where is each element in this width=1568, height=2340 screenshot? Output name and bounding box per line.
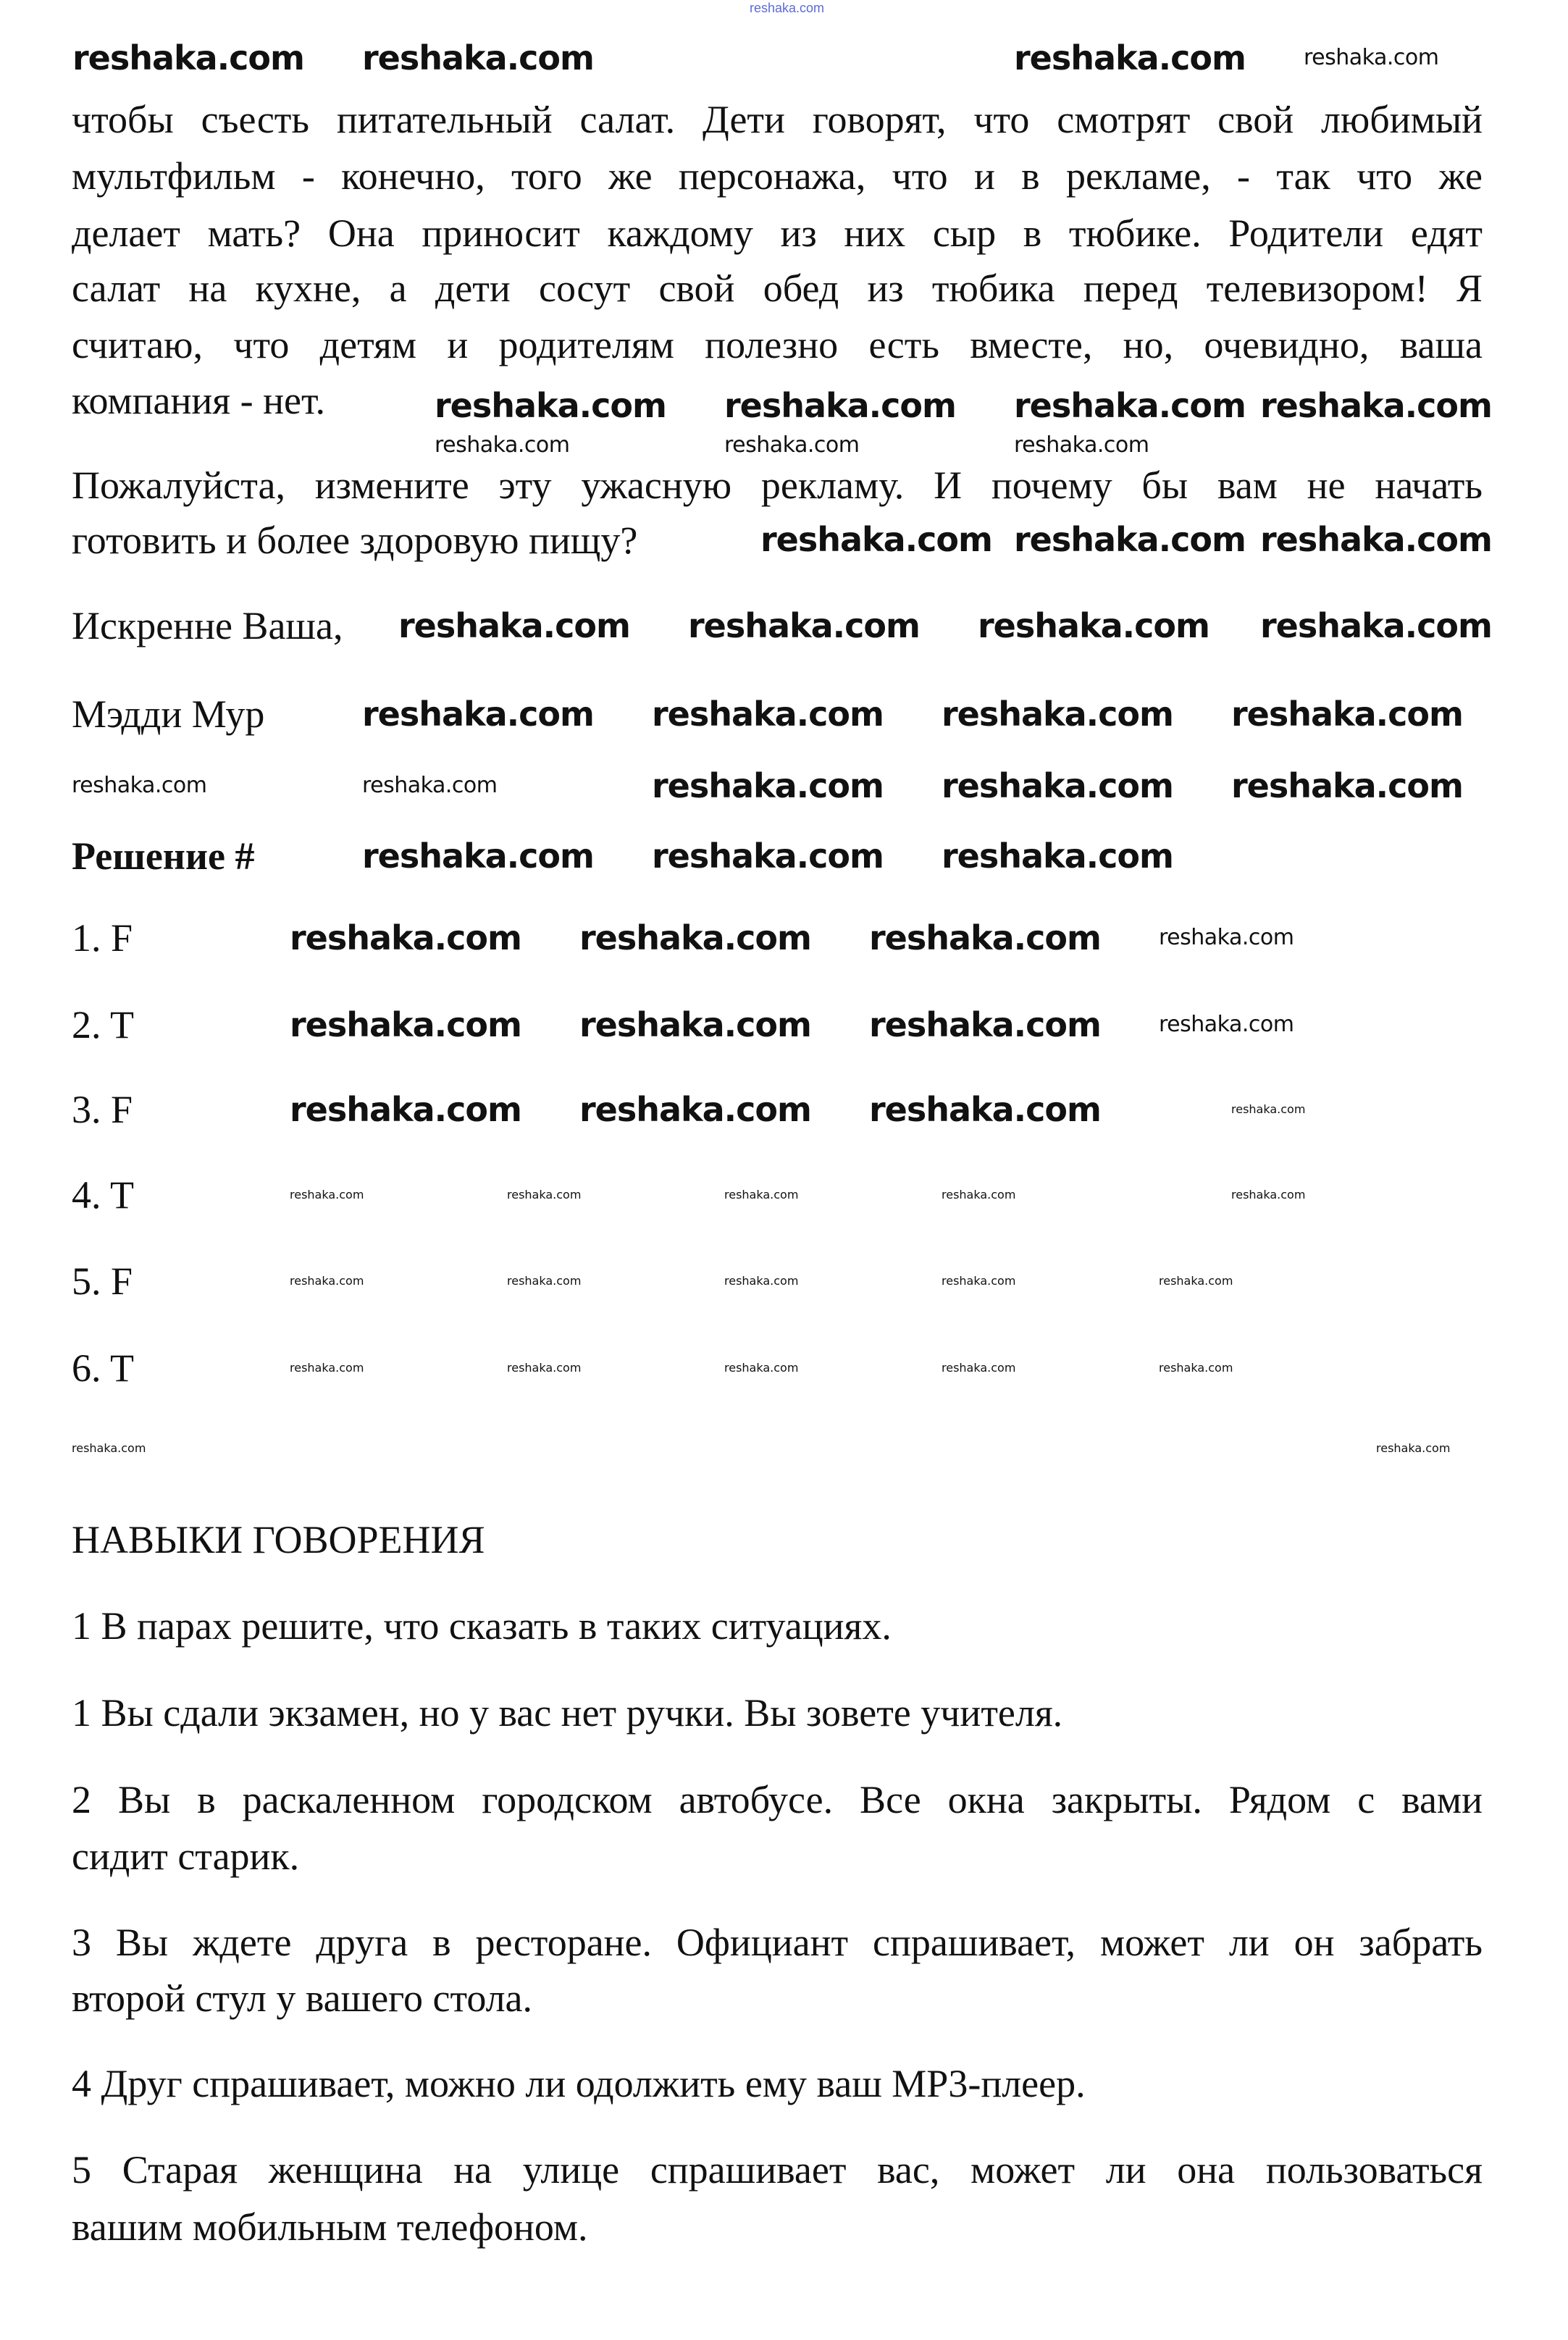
letter-line: мультфильм - конечно, того же персонажа, что и в рекламе, - так что же [72,154,1483,198]
watermark: reshaka.com [942,1361,1016,1375]
watermark: reshaka.com [1231,1188,1306,1202]
letter-signature: Мэдди Мур [72,692,265,736]
watermark: reshaka.com [1231,766,1463,805]
watermark: reshaka.com [579,918,811,957]
speaking-heading: НАВЫКИ ГОВОРЕНИЯ [72,1518,485,1561]
watermark: reshaka.com [942,695,1173,734]
watermark: reshaka.com [72,773,207,798]
watermark: reshaka.com [507,1188,582,1202]
speaking-task: 1 В парах решите, что сказать в таких ситуациях. [72,1604,892,1648]
watermark: reshaka.com [579,1005,811,1044]
watermark: reshaka.com [1376,1441,1451,1455]
solution-heading: Решение # [72,834,255,878]
watermark: reshaka.com [942,836,1173,876]
watermark: reshaka.com [290,1274,364,1288]
letter-line: Пожалуйста, измените эту ужасную рекламу. И почему бы вам не начать [72,464,1483,507]
watermark: reshaka.com [724,1188,799,1202]
watermark: reshaka.com [1159,1361,1233,1375]
situation-line: 4 Друг спрашивает, можно ли одолжить ему ваш MP3-плеер. [72,2062,1086,2105]
watermark: reshaka.com [942,1188,1016,1202]
watermark: reshaka.com [362,836,594,876]
watermark: reshaka.com [1260,606,1492,645]
watermark: reshaka.com [435,386,666,425]
watermark: reshaka.com [724,386,956,425]
watermark: reshaka.com [362,695,594,734]
watermark: reshaka.com [1014,432,1149,458]
watermark: reshaka.com [362,773,498,798]
letter-line: считаю, что детям и родителям полезно есть вместе, но, очевидно, ваша [72,323,1483,366]
watermark: reshaka.com [507,1274,582,1288]
watermark: reshaka.com [1014,38,1246,77]
watermark: reshaka.com [869,1090,1101,1129]
watermark: reshaka.com [1014,386,1246,425]
watermark: reshaka.com [1304,45,1439,70]
situation-line: 5 Старая женщина на улице спрашивает вас, может ли она пользоваться [72,2148,1483,2192]
watermark: reshaka.com [1260,520,1492,559]
watermark: reshaka.com [1014,520,1246,559]
letter-closing: Искренне Ваша, [72,604,343,647]
situation-line: сидит старик. [72,1834,300,1878]
watermark: reshaka.com [724,432,860,458]
situation-line: 1 Вы сдали экзамен, но у вас нет ручки. Вы зовете учителя. [72,1691,1063,1735]
watermark: reshaka.com [1159,1012,1294,1037]
watermark: reshaka.com [290,1188,364,1202]
watermark: reshaka.com [435,432,570,458]
situation-line: 2 Вы в раскаленном городском автобусе. Все окна закрыты. Рядом с вами [72,1778,1483,1821]
answer-item: 2. T [72,1003,135,1047]
watermark: reshaka.com [72,1441,146,1455]
letter-line: компания - нет. [72,379,326,422]
watermark: reshaka.com [652,836,884,876]
watermark: reshaka.com [978,606,1209,645]
watermark: reshaka.com [1231,695,1463,734]
letter-line: готовить и более здоровую пищу? [72,519,638,562]
watermark: reshaka.com [760,520,992,559]
watermark: reshaka.com [290,918,521,957]
watermark: reshaka.com [652,766,884,805]
watermark: reshaka.com [362,38,594,77]
situation-line: вашим мобильным телефоном. [72,2205,588,2249]
answer-item: 5. F [72,1259,133,1303]
answer-item: 1. F [72,916,133,960]
watermark: reshaka.com [724,1274,799,1288]
letter-line: делает мать? Она приносит каждому из них сыр в тюбике. Родители едят [72,211,1483,255]
watermark: reshaka.com [290,1090,521,1129]
answer-item: 3. F [72,1088,133,1131]
watermark: reshaka.com [688,606,920,645]
watermark: reshaka.com [507,1361,582,1375]
answer-item: 6. T [72,1346,135,1390]
answer-item: 4. T [72,1173,135,1217]
watermark: reshaka.com [869,918,1101,957]
watermark: reshaka.com [579,1090,811,1129]
watermark: reshaka.com [1159,1274,1233,1288]
watermark: reshaka.com [1260,386,1492,425]
watermark: reshaka.com [1159,925,1294,950]
watermark: reshaka.com [724,1361,799,1375]
watermark: reshaka.com [398,606,630,645]
watermark: reshaka.com [72,38,304,77]
letter-line: салат на кухне, а дети сосут свой обед из тюбика перед телевизором! Я [72,267,1483,310]
watermark: reshaka.com [1231,1102,1306,1116]
watermark: reshaka.com [869,1005,1101,1044]
watermark: reshaka.com [290,1361,364,1375]
watermark: reshaka.com [652,695,884,734]
watermark: reshaka.com [290,1005,521,1044]
header-watermark: reshaka.com [750,1,825,15]
situation-line: 3 Вы ждете друга в ресторане. Официант спрашивает, может ли он забрать [72,1921,1483,1964]
watermark: reshaka.com [942,766,1173,805]
situation-line: второй стул у вашего стола. [72,1976,533,2020]
letter-line: чтобы съесть питательный салат. Дети говорят, что смотрят свой любимый [72,98,1483,141]
watermark: reshaka.com [942,1274,1016,1288]
